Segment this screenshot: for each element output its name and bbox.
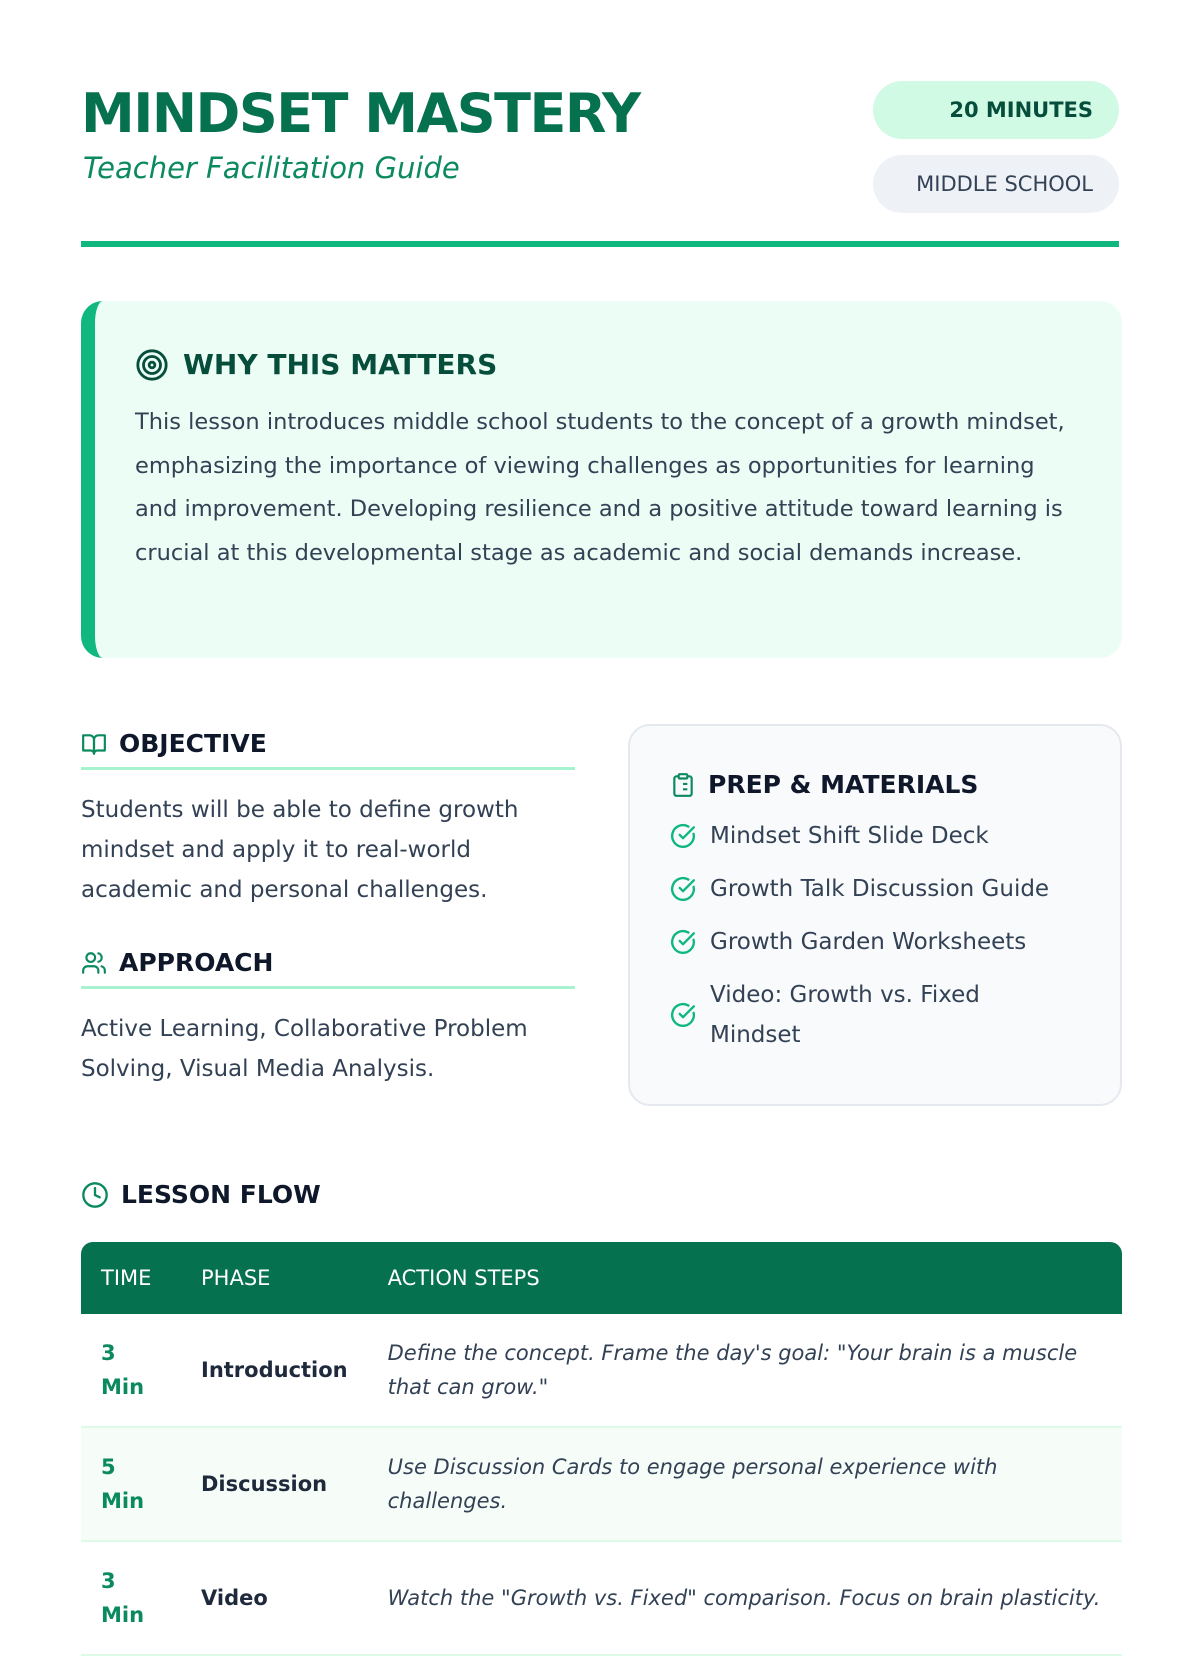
objective-approach-column [81,727,575,1089]
approach-heading [81,946,575,989]
lesson-flow-heading [81,1178,321,1212]
time-unit: Min [101,1603,145,1627]
header-divider [81,241,1119,247]
time-unit: Min [101,1375,145,1399]
objective-heading-label: OBJECTIVE [119,729,267,758]
phase-cell: Discussion [181,1427,368,1541]
phase-cell: Video [181,1541,368,1655]
material-item [670,922,1080,962]
target-icon [135,348,169,382]
prep-heading [670,768,1080,802]
time-cell [81,1541,181,1655]
phase-cell: Introduction [181,1314,368,1427]
material-label: Growth Garden Worksheets [710,929,1027,955]
table-row [81,1541,1122,1655]
objective-text: Students will be able to define growth mindset and apply it to real-world academic and personal challenges. [81,797,519,903]
page-subtitle: Teacher Facilitation Guide [83,151,460,185]
column-header-action: ACTION STEPS [368,1242,1122,1314]
column-header-time: TIME [81,1242,181,1314]
material-item [670,816,1080,856]
page-title: MINDSET MASTERY [81,82,640,145]
lesson-flow-table [81,1242,1122,1656]
table-row [81,1314,1122,1427]
action-cell: Use Discussion Cards to engage personal experience with challenges. [368,1427,1122,1541]
check-circle-icon [670,876,696,902]
approach-text: Active Learning, Collaborative Problem Solving, Visual Media Analysis. [81,1016,528,1082]
material-item [670,975,1080,1055]
time-unit: Min [101,1489,145,1513]
duration-badge: 20 MINUTES [873,81,1119,139]
approach-section [81,946,575,1089]
page-header [81,0,1119,248]
action-cell: Define the concept. Frame the day's goal: "Your brain is a muscle that can grow." [368,1314,1122,1427]
why-this-matters-callout [81,301,1122,658]
prep-heading-label: PREP & MATERIALS [708,770,979,799]
action-cell: Watch the "Growth vs. Fixed" comparison. Focus on brain plasticity. [368,1541,1122,1655]
check-circle-icon [670,929,696,955]
materials-list [670,816,1080,1055]
table-row [81,1427,1122,1541]
time-value: 3 [101,1341,116,1365]
time-value: 5 [101,1455,116,1479]
clipboard-icon [670,772,696,798]
clock-icon [81,1181,109,1209]
material-item [670,869,1080,909]
material-label: Video: Growth vs. Fixed Mindset [710,982,980,1048]
column-header-phase: PHASE [181,1242,368,1314]
why-heading-label: WHY THIS MATTERS [183,348,498,381]
time-cell [81,1427,181,1541]
time-cell [81,1314,181,1427]
prep-materials-card [628,724,1122,1106]
grade-level-badge: MIDDLE SCHOOL [873,155,1119,213]
why-body-text: This lesson introduces middle school students to the concept of a growth mindset, emphasizing the importance of viewing challenges as opportunities for learning and improvement. Developing resilience and a positive attitude toward learning is crucial at this developmental stage as academic and social demands increase. [135,409,1065,566]
approach-heading-label: APPROACH [119,948,274,977]
objective-heading [81,727,575,770]
material-label: Growth Talk Discussion Guide [710,876,1050,902]
check-circle-icon [670,1002,696,1028]
book-icon [81,731,107,757]
check-circle-icon [670,823,696,849]
objective-section [81,727,575,910]
material-label: Mindset Shift Slide Deck [710,823,989,849]
lesson-flow-heading-label: LESSON FLOW [121,1180,321,1209]
time-value: 3 [101,1569,116,1593]
users-icon [81,950,107,976]
why-heading [135,345,1082,385]
table-header-row [81,1242,1122,1314]
